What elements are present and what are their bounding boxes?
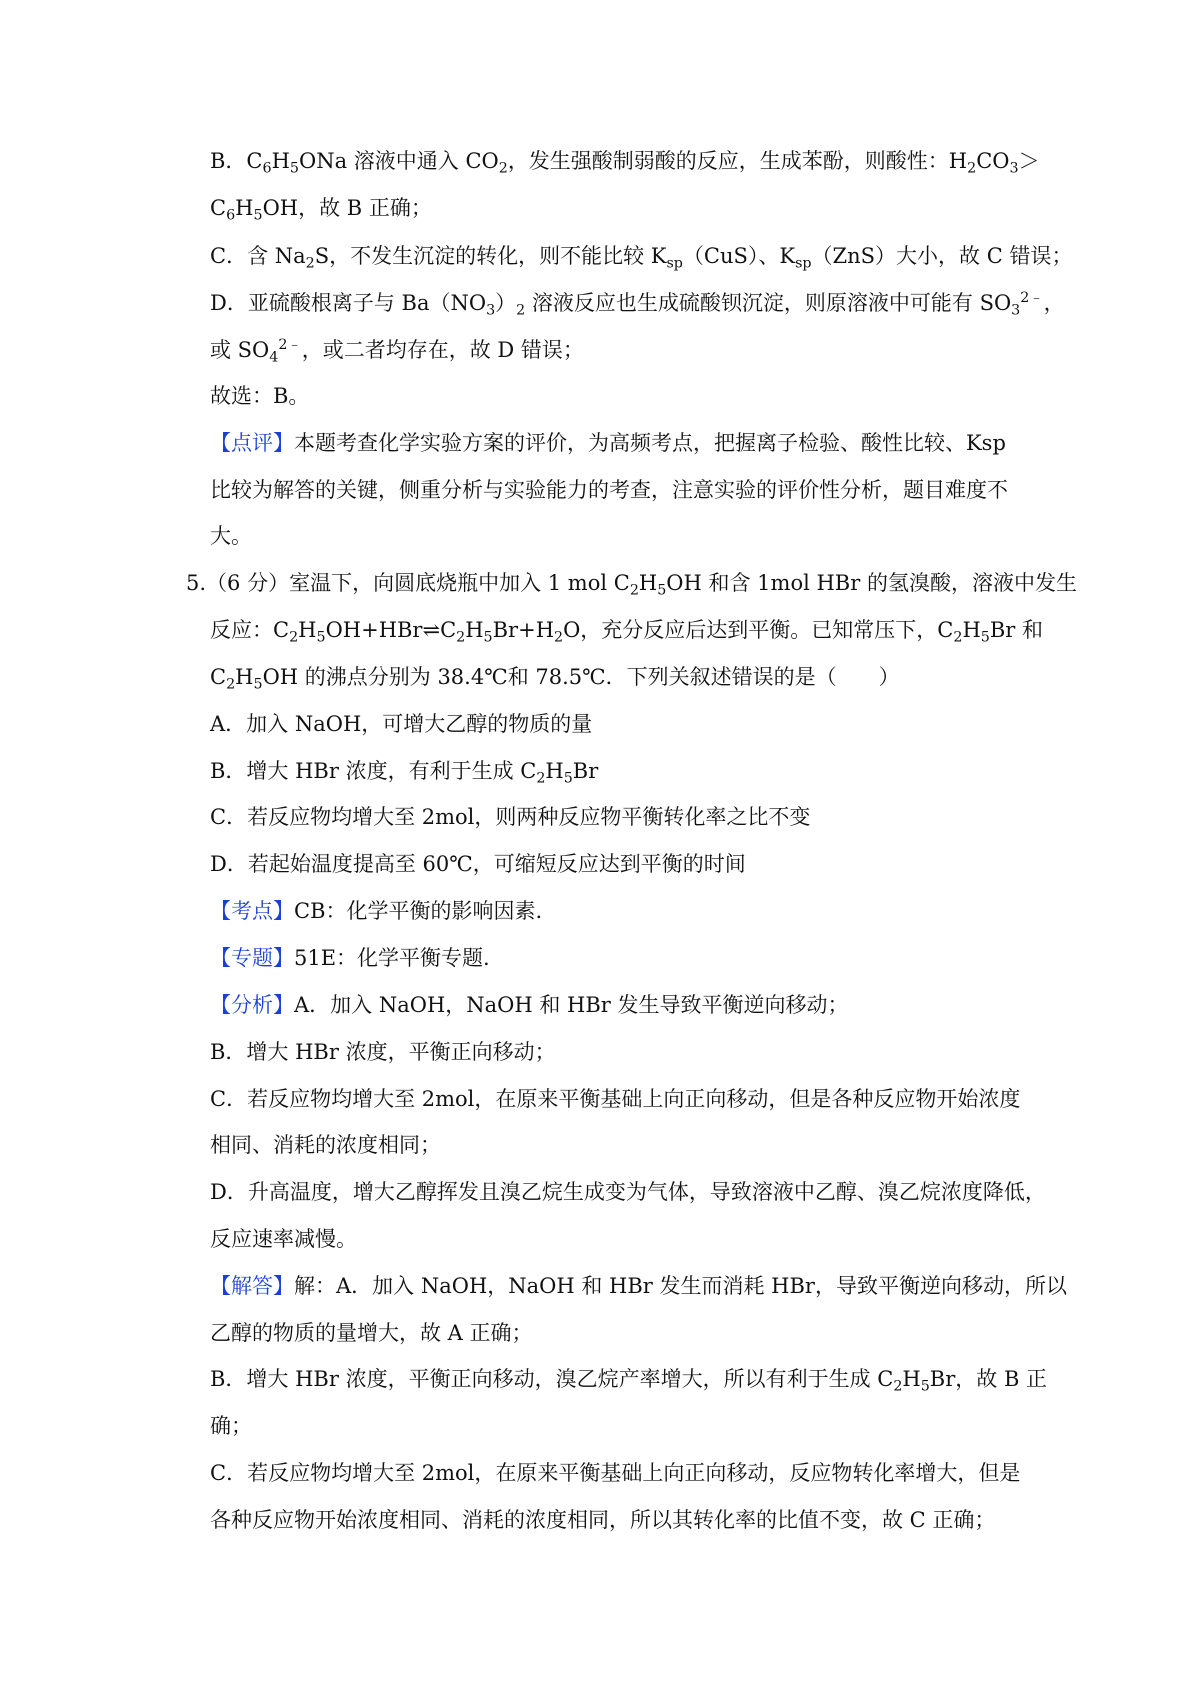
comment-tag: 【点评】 xyxy=(210,431,294,455)
question-5-stem-line-2: 反应：$C_2H_5OH+HBr\rightleftharpoons C_2H_5Br+H_2O$，充分反应后达到平衡。已知常压下，$C_2H_5Br$ 和 xyxy=(210,618,1044,646)
option-a: A．加入 NaOH，可增大乙醇的物质的量 xyxy=(210,712,593,736)
analysis-line-5: D．升高温度，增大乙醇挥发且溴乙烷生成变为气体，导致溶液中乙醇、溴乙烷浓度降低， xyxy=(210,1180,1046,1204)
analysis-line-6: 反应速率减慢。 xyxy=(210,1227,357,1251)
option-d: D．若起始温度提高至 60℃，可缩短反应达到平衡的时间 xyxy=(210,852,746,876)
question-5-stem-line-3: $C_2H_5OH$ 的沸点分别为 38.4℃和 78.5℃．下列关叙述错误的是（ ） xyxy=(210,665,900,693)
answer-b-line-1: B．$C_6H_5ONa$ 溶液中通入 $CO_2$，发生强酸制弱酸的反应，生成苯酚，则酸性：$H_2CO_3>$ xyxy=(210,149,1040,177)
solution-line-5: C．若反应物均增大至 2mol，在原来平衡基础上向正向移动，反应物转化率增大，但是 xyxy=(210,1461,1021,1485)
topic-tag: 【专题】 xyxy=(210,946,294,970)
topic-line: 【专题】51E：化学平衡专题. xyxy=(210,946,490,970)
solution-line-3: B．增大 HBr 浓度，平衡正向移动，溴乙烷产率增大，所以有利于生成 $C_2H_5Br$，故 B 正 xyxy=(210,1367,1048,1395)
solution-line-6: 各种反应物开始浓度相同、消耗的浓度相同，所以其转化率的比值不变，故 C 正确； xyxy=(210,1508,996,1532)
answer-b-line-2: $C_6H_5OH$，故 B 正确； xyxy=(210,196,432,224)
solution-line-4: 确； xyxy=(210,1414,252,1438)
answer-choice: 故选：B。 xyxy=(210,384,310,408)
solution-tag: 【解答】 xyxy=(210,1274,294,1298)
analysis-line-1: 【分析】A．加入 NaOH，NaOH 和 HBr 发生导致平衡逆向移动； xyxy=(210,993,849,1017)
comment-section-line-3: 大。 xyxy=(210,524,252,548)
comment-section-line-1: 【点评】本题考查化学实验方案的评价，为高频考点，把握离子检验、酸性比较、Ksp xyxy=(210,431,1006,455)
knowledge-point-line: 【考点】CB：化学平衡的影响因素. xyxy=(210,899,543,923)
knowledge-point-tag: 【考点】 xyxy=(210,899,294,923)
answer-d-line-2: 或 $SO_4^{2﹣}$，或二者均存在，故 D 错误； xyxy=(210,337,584,366)
solution-line-1: 【解答】解：A．加入 NaOH，NaOH 和 HBr 发生而消耗 HBr，导致平衡逆向移动，所以 xyxy=(210,1274,1067,1298)
answer-c-line: C．含 $Na_2S$，不发生沉淀的转化，则不能比较 $K_{sp}(CuS)$、$K_{sp}(ZnS)$大小，故 C 错误； xyxy=(210,244,1073,272)
analysis-tag: 【分析】 xyxy=(210,993,294,1017)
question-5-stem-line-1: 5.（6 分）室温下，向圆底烧瓶中加入 1 mol $C_2H_5OH$ 和含 1mol HBr 的氢溴酸，溶液中发生 xyxy=(186,571,1077,599)
comment-section-line-2: 比较为解答的关键，侧重分析与实验能力的考查，注意实验的评价性分析，题目难度不 xyxy=(210,478,1008,502)
analysis-line-3: C．若反应物均增大至 2mol，在原来平衡基础上向正向移动，但是各种反应物开始浓度 xyxy=(210,1087,1021,1111)
solution-line-2: 乙醇的物质的量增大，故 A 正确； xyxy=(210,1321,533,1345)
analysis-line-4: 相同、消耗的浓度相同； xyxy=(210,1133,441,1157)
answer-d-line-1: D．亚硫酸根离子与 $Ba(NO_3)_2$ 溶液反应也生成硫酸钡沉淀，则原溶液中可能有 $SO_3^{2﹣}$， xyxy=(210,290,1065,319)
analysis-line-2: B．增大 HBr 浓度，平衡正向移动； xyxy=(210,1040,556,1064)
option-b: B．增大 HBr 浓度，有利于生成 $C_2H_5Br$ xyxy=(210,759,599,787)
option-c: C．若反应物均增大至 2mol，则两种反应物平衡转化率之比不变 xyxy=(210,805,811,829)
